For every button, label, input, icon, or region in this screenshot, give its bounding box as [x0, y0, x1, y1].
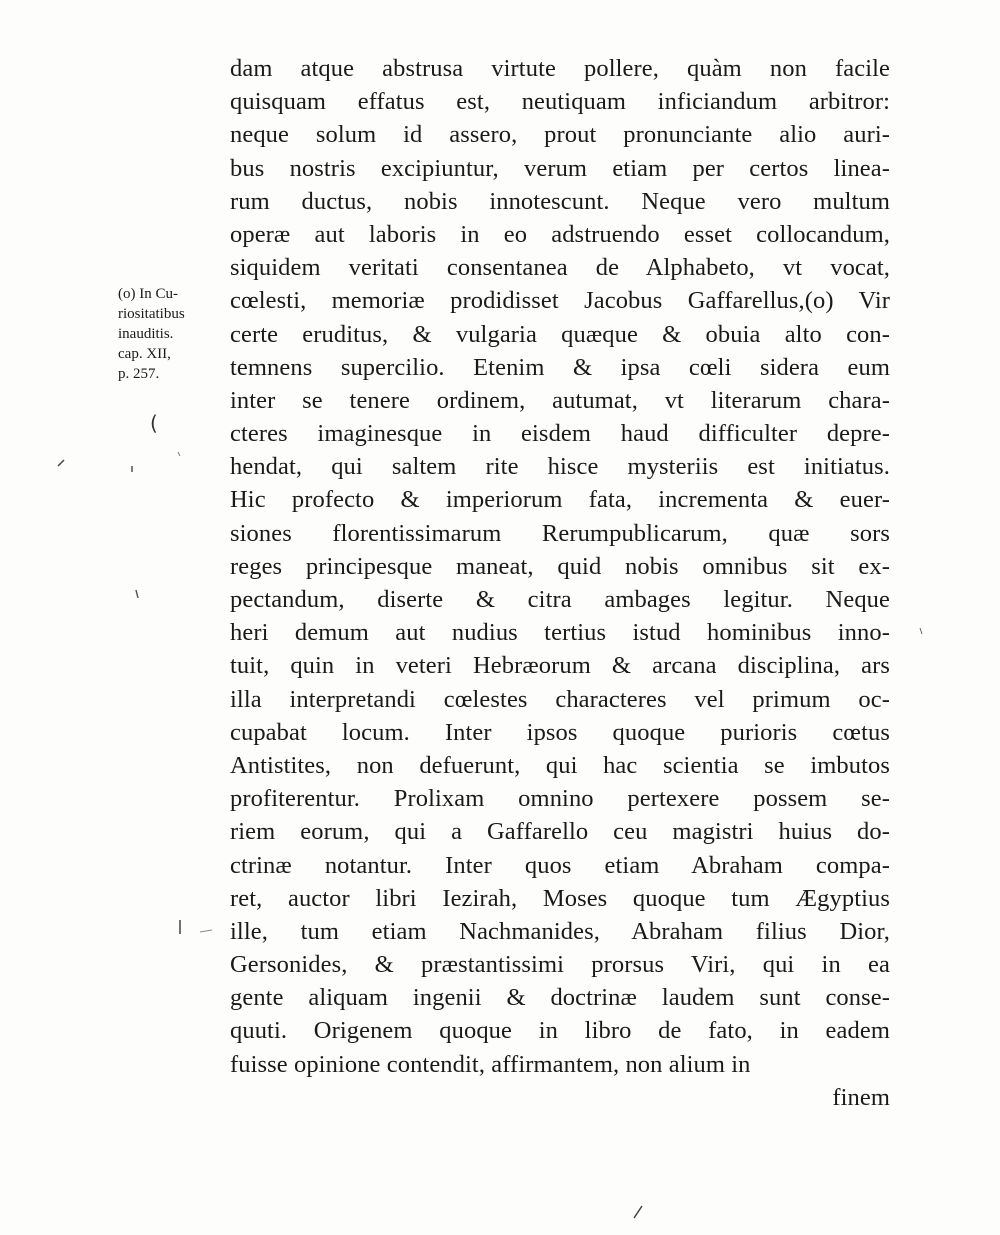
text-line: rum ductus, nobis innotescunt. Neque vero multum: [230, 187, 890, 215]
stray-mark: (: [150, 411, 158, 435]
speck-mark: [634, 1206, 642, 1218]
text-line: inter se tenere ordinem, autumat, vt literarum chara-: [230, 386, 890, 414]
text-line: operæ aut laboris in eo adstruendo esset collocandum,: [230, 220, 890, 248]
text-line: quisquam effatus est, neutiquam inficiandum arbitror:: [230, 88, 890, 116]
speck-mark: [920, 628, 922, 634]
text-line: heri demum aut nudius tertius istud hominibus inno-: [230, 619, 890, 647]
text-line: fuisse opinione contendit, affirmantem, non alium in: [230, 1050, 751, 1078]
text-line: siones florentissimarum Rerumpublicarum, quæ sors: [230, 519, 890, 547]
text-line: certe eruditus, & vulgaria quæque & obuia alto con-: [230, 320, 890, 348]
text-line: temnens supercilio. Etenim & ipsa cœli sidera eum: [230, 353, 890, 381]
text-line: ctrinæ notantur. Inter quos etiam Abraham compa-: [230, 851, 890, 879]
text-line: cteres imaginesque in eisdem haud difficulter depre-: [230, 420, 890, 448]
margin-note-line: cap. XII,: [118, 346, 171, 362]
speck-mark: [136, 590, 138, 598]
text-line: riem eorum, qui a Gaffarello ceu magistri huius do-: [230, 818, 890, 846]
text-line: Antistites, non defuerunt, qui hac scientia se imbutos: [230, 751, 890, 779]
text-line: profiterentur. Prolixam omnino pertexere possem se-: [230, 785, 890, 813]
text-line: quuti. Origenem quoque in libro de fato, in eadem: [230, 1017, 890, 1045]
marginal-footnote: [118, 284, 218, 384]
margin-note-line: riositatibus: [118, 306, 185, 322]
text-line: cupabat locum. Inter ipsos quoque purioris cœtus: [230, 718, 890, 746]
text-line: ret, auctor libri Iezirah, Moses quoque tum Ægyptius: [230, 884, 890, 912]
text-line: Gersonides, & præstantissimi prorsus Viri, qui in ea: [230, 951, 890, 979]
text-line: neque solum id assero, prout pronunciante alio auri-: [230, 121, 890, 149]
text-line: tuit, quin in veteri Hebræorum & arcana disciplina, ars: [230, 652, 890, 680]
catchword: finem: [832, 1083, 890, 1111]
main-text-block: [230, 52, 890, 1114]
margin-note-line: (o) In Cu-: [118, 286, 178, 302]
speck-mark: [58, 460, 64, 466]
text-line: gente aliquam ingenii & doctrinæ laudem sunt conse-: [230, 984, 890, 1012]
text-line: cœlesti, memoriæ prodidisset Jacobus Gaffarellus,(o) Vir: [230, 287, 890, 315]
text-line: ille, tum etiam Nachmanides, Abraham filius Dior,: [230, 917, 890, 945]
text-line: dam atque abstrusa virtute pollere, quàm non facile: [230, 55, 890, 82]
text-line: bus nostris excipiuntur, verum etiam per certos linea-: [230, 154, 890, 182]
margin-note-line: p. 257.: [118, 366, 160, 382]
speck-mark: [200, 930, 212, 932]
text-line: siquidem veritati consentanea de Alphabeto, vt vocat,: [230, 254, 890, 282]
text-line: hendat, qui saltem rite hisce mysteriis est initiatus.: [230, 453, 890, 481]
text-line: reges principesque maneat, quid nobis omnibus sit ex-: [230, 552, 890, 580]
text-line: Hic profecto & imperiorum fata, incrementa & euer-: [230, 486, 890, 514]
margin-note-line: inauditis.: [118, 326, 174, 342]
text-line: illa interpretandi cœlestes characteres vel primum oc-: [230, 685, 890, 713]
text-line: pectandum, diserte & citra ambages legitur. Neque: [230, 586, 890, 613]
speck-mark: [178, 452, 180, 456]
